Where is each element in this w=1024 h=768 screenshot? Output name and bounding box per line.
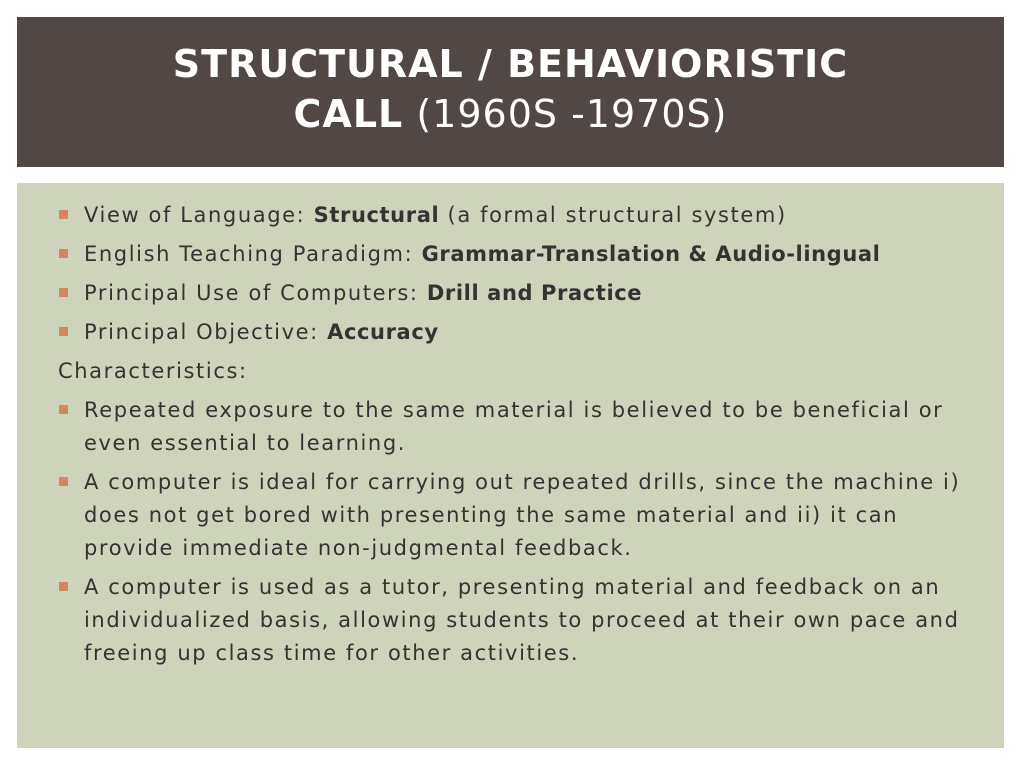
list-item-use-of-computers <box>58 277 1004 310</box>
square-bullet-icon <box>59 249 68 258</box>
item-after: (a formal structural system) <box>439 203 787 227</box>
slide-title-line-2 <box>17 89 1004 139</box>
characteristics-heading-row <box>17 355 1004 388</box>
square-bullet-icon <box>59 582 68 591</box>
square-bullet-icon <box>59 288 68 297</box>
slide-title-main: STRUCTURAL / BEHAVIORISTIC <box>172 42 849 86</box>
characteristic-text: A computer is ideal for carrying out repeated drills, since the machine i) does not get bored with presenting the same material and ii) it can provide immediate non-judgmental feedback. <box>84 470 961 560</box>
characteristics-heading: Characteristics: <box>58 359 248 383</box>
content-panel <box>17 183 1004 748</box>
item-label: English Teaching Paradigm: <box>84 242 422 266</box>
square-bullet-icon <box>59 405 68 414</box>
item-term: Grammar-Translation & Audio-lingual <box>421 242 881 266</box>
list-item-view-of-language <box>58 199 1004 232</box>
slide-title-line-1 <box>17 39 1004 89</box>
characteristic-text: Repeated exposure to the same material is believed to be beneficial or even essential to learning. <box>84 398 944 455</box>
square-bullet-icon <box>59 477 68 486</box>
characteristic-item-tutor <box>58 571 1004 670</box>
item-term: Accuracy <box>327 320 439 344</box>
square-bullet-icon <box>59 210 68 219</box>
item-term: Drill and Practice <box>426 281 643 305</box>
characteristic-item-repeated-exposure <box>58 394 1004 460</box>
characteristic-item-repeated-drills <box>58 466 1004 565</box>
item-label: Principal Objective: <box>84 320 328 344</box>
characteristic-text: A computer is used as a tutor, presenting material and feedback on an individualized basis, allowing students to proceed at their own pace and freeing up class time for other activities. <box>84 575 960 665</box>
slide-title-call: CALL <box>293 92 404 136</box>
slide-title-period: (1960S -1970S) <box>403 92 728 136</box>
list-item-teaching-paradigm <box>58 238 1004 271</box>
square-bullet-icon <box>59 327 68 336</box>
list-item-principal-objective <box>58 316 1004 349</box>
item-term: Structural <box>313 203 440 227</box>
title-bar <box>17 17 1004 167</box>
item-label: View of Language: <box>84 203 314 227</box>
item-label: Principal Use of Computers: <box>84 281 427 305</box>
